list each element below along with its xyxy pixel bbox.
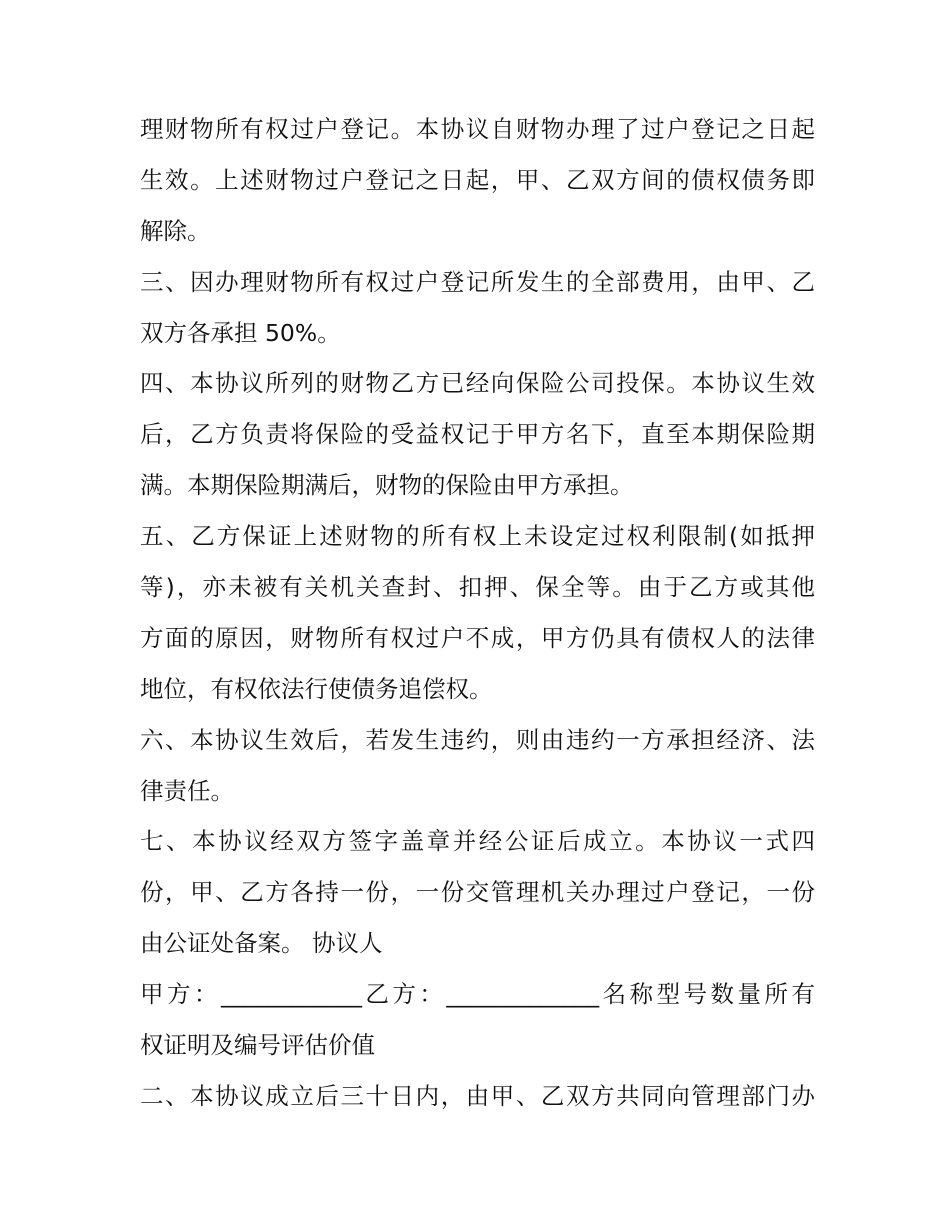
text-line: 二、本协议成立后三十日内，由甲、乙双方共同向管理部门办	[140, 1081, 815, 1110]
text-line: 后，乙方负责将保险的受益权记于甲方名下，直至本期保险期	[140, 420, 815, 449]
text-line: 由公证处备案。 协议人	[140, 929, 383, 958]
text-line: 地位，有权依法行使债务追偿权。	[140, 674, 493, 703]
text-line: 等)，亦未被有关机关查封、扣押、保全等。由于乙方或其他	[140, 573, 815, 602]
text-line: 四、本协议所列的财物乙方已经向保险公司投保。本协议生效	[140, 369, 815, 398]
text-line: 双方各承担 50%。	[140, 318, 341, 347]
text-line: 理财物所有权过户登记。本协议自财物办理了过户登记之日起	[140, 115, 815, 143]
text-line: 权证明及编号评估价值	[140, 1031, 375, 1060]
text-line: 七、本协议经双方签字盖章并经公证后成立。本协议一式四	[140, 827, 815, 856]
text-line: 生效。上述财物过户登记之日起，甲、乙双方间的债权债务即	[140, 165, 815, 194]
text-line: 六、本协议生效后，若发生违约，则由违约一方承担经济、法	[140, 725, 815, 754]
text-line: 甲方：____________乙方：_____________名称型号数量所有	[140, 980, 815, 1009]
document-body	[140, 104, 815, 1122]
text-line: 满。本期保险期满后，财物的保险由甲方承担。	[140, 471, 634, 500]
text-line: 解除。	[140, 216, 211, 245]
text-line: 五、乙方保证上述财物的所有权上未设定过权利限制(如抵押	[140, 522, 815, 551]
text-line: 三、因办理财物所有权过户登记所发生的全部费用，由甲、乙	[140, 267, 815, 296]
text-line: 律责任。	[140, 776, 234, 805]
text-line: 方面的原因，财物所有权过户不成，甲方仍具有债权人的法律	[140, 623, 815, 652]
text-line: 份，甲、乙方各持一份，一份交管理机关办理过户登记，一份	[140, 878, 815, 907]
